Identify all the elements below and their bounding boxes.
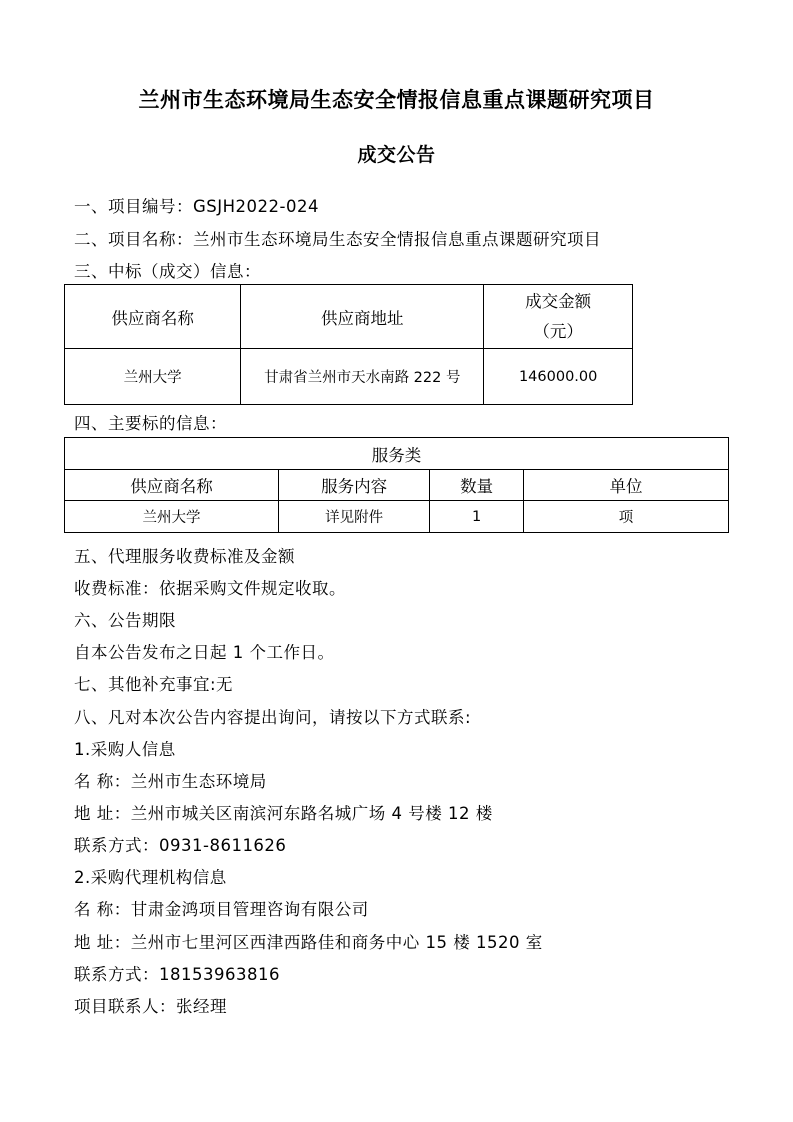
purchaser-address: 地 址：兰州市城关区南滨河东路名城广场 4 号楼 12 楼 — [74, 804, 493, 823]
service-table-caption: 服务类 — [65, 438, 729, 470]
bid-info-heading: 三、中标（成交）信息： — [74, 262, 261, 281]
agency-name: 名 称：甘肃金鸿项目管理咨询有限公司 — [74, 900, 369, 919]
table-row — [65, 349, 633, 405]
project-name: 二、项目名称：兰州市生态环境局生态安全情报信息重点课题研究项目 — [74, 230, 601, 249]
table-header-row — [65, 470, 729, 501]
cell-supplier-name: 兰州大学 — [65, 501, 279, 533]
notice-period: 自本公告发布之日起 1 个工作日。 — [74, 643, 335, 662]
agency-heading: 2.采购代理机构信息 — [74, 868, 227, 887]
cell-quantity: 1 — [430, 501, 524, 533]
header-amount-unit: （元） — [533, 321, 583, 341]
header-quantity: 数量 — [430, 470, 524, 501]
project-contact-person: 项目联系人：张经理 — [74, 997, 227, 1016]
header-unit: 单位 — [523, 470, 728, 501]
header-amount — [484, 285, 633, 349]
table-header-row — [65, 285, 633, 349]
fee-standard: 收费标准：依据采购文件规定收取。 — [74, 579, 346, 598]
purchaser-heading: 1.采购人信息 — [74, 740, 176, 759]
table-row — [65, 501, 729, 533]
purchaser-name: 名 称：兰州市生态环境局 — [74, 772, 267, 791]
cell-unit: 项 — [523, 501, 728, 533]
header-supplier-address: 供应商地址 — [241, 285, 484, 349]
cell-amount: 146000.00 — [484, 349, 633, 405]
header-amount-label: 成交金额 — [525, 291, 592, 311]
main-info-heading: 四、主要标的信息： — [74, 414, 227, 433]
service-table — [64, 437, 729, 533]
contact-intro: 八、凡对本次公告内容提出询问，请按以下方式联系: — [74, 708, 472, 727]
document-subtitle: 成交公告 — [357, 144, 436, 166]
bid-info-table — [64, 284, 633, 405]
agency-address: 地 址：兰州市七里河区西津西路佳和商务中心 15 楼 1520 室 — [74, 933, 543, 952]
header-supplier-name: 供应商名称 — [65, 470, 279, 501]
header-service-content: 服务内容 — [279, 470, 430, 501]
cell-supplier-address: 甘肃省兰州市天水南路 222 号 — [241, 349, 484, 405]
notice-period-heading: 六、公告期限 — [74, 611, 176, 630]
document-title: 兰州市生态环境局生态安全情报信息重点课题研究项目 — [138, 88, 655, 112]
table-caption-row — [65, 438, 729, 470]
header-supplier-name: 供应商名称 — [65, 285, 241, 349]
other-matters: 七、其他补充事宜:无 — [74, 675, 234, 694]
purchaser-contact: 联系方式：0931-8611626 — [74, 836, 287, 855]
project-number: 一、项目编号：GSJH2022-024 — [74, 197, 319, 216]
agency-fee-heading: 五、代理服务收费标准及金额 — [74, 547, 295, 566]
cell-supplier-name: 兰州大学 — [65, 349, 241, 405]
cell-service-content: 详见附件 — [279, 501, 430, 533]
agency-contact: 联系方式：18153963816 — [74, 965, 280, 984]
